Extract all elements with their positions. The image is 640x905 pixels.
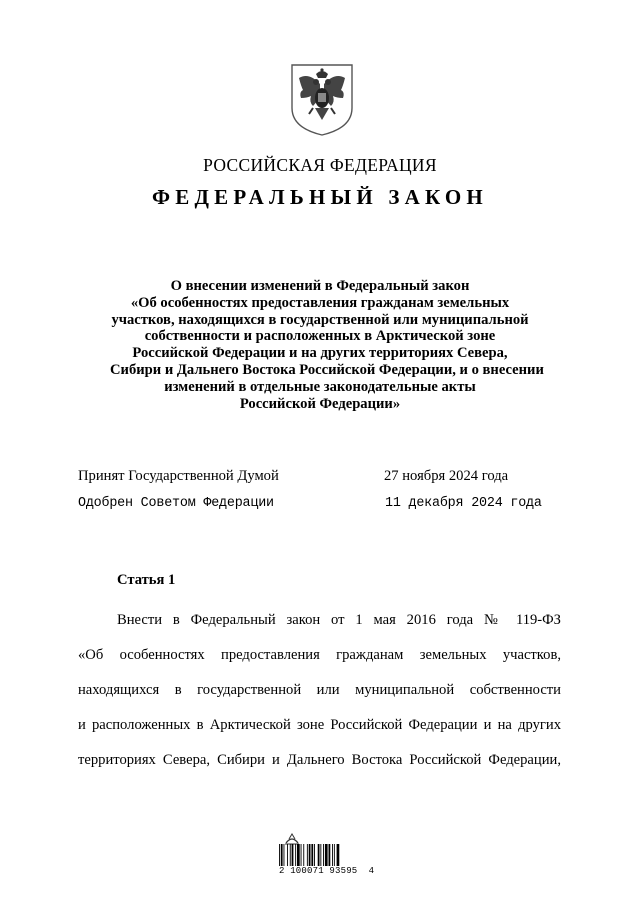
- barcode-number: 2 100071 93595 4: [279, 866, 375, 876]
- council-approval-label: Одобрен Советом Федерации: [78, 496, 274, 511]
- barcode-bar: [295, 844, 296, 866]
- barcode-bar: [301, 844, 302, 866]
- law-title: [110, 278, 544, 412]
- barcode-bar: [307, 844, 308, 866]
- law-title-line: О внесении изменений в Федеральный закон: [170, 278, 470, 294]
- barcode-bar: [329, 844, 331, 866]
- barcode-bar: [311, 844, 313, 866]
- barcode-bar: [290, 844, 291, 866]
- article-body-line: находящихся в государственной или муниципальной собственности: [78, 682, 561, 698]
- law-type-heading: ФЕДЕРАЛЬНЫЙ ЗАКОН: [152, 185, 488, 209]
- barcode-bar: [323, 844, 324, 866]
- article-body-line: Внести в Федеральный закон от 1 мая 2016 года № 119-ФЗ: [117, 612, 561, 628]
- russian-coat-of-arms-icon: [289, 62, 355, 138]
- barcode-bar: [292, 844, 294, 866]
- barcode-bar: [318, 844, 320, 866]
- barcode-bar: [287, 844, 288, 866]
- law-title-line: Российской Федерации и на других территориях Севера,: [132, 345, 508, 362]
- article-body-line: «Об особенностях предоставления гражданам земельных участков,: [78, 647, 561, 663]
- barcode: [279, 844, 361, 866]
- law-title-line: собственности и расположенных в Арктической зоне: [144, 328, 496, 345]
- law-title-line: «Об особенностях предоставления гражданам земельных: [130, 294, 510, 311]
- barcode-bar: [297, 844, 300, 866]
- barcode-bar: [332, 844, 333, 866]
- article-body-line: территориях Севера, Сибири и Дальнего Востока Российской Федерации,: [78, 752, 561, 768]
- law-title-line: изменений в отдельные законодательные акты: [164, 378, 476, 395]
- barcode-bar: [334, 844, 335, 866]
- barcode-bar: [284, 844, 285, 866]
- barcode-bar: [337, 844, 340, 866]
- barcode-bar: [309, 844, 311, 866]
- print-mark-icon: [284, 832, 300, 844]
- barcode-bar: [320, 844, 321, 866]
- barcode-bar: [303, 844, 304, 866]
- country-name: РОССИЙСКАЯ ФЕДЕРАЦИЯ: [203, 155, 437, 175]
- barcode-bar: [325, 844, 328, 866]
- article-heading: Статья 1: [117, 572, 176, 588]
- duma-adoption-date: 27 ноября 2024 года: [384, 468, 509, 484]
- duma-adoption-label: Принят Государственной Думой: [78, 468, 279, 484]
- barcode-bar: [281, 844, 283, 866]
- law-title-line: Российской Федерации»: [239, 395, 401, 412]
- law-title-line: Сибири и Дальнего Востока Российской Федерации, и о внесении: [110, 361, 544, 378]
- council-approval-date: 11 декабря 2024 года: [385, 496, 542, 511]
- barcode-bar: [279, 844, 280, 866]
- article-body: [78, 603, 561, 778]
- law-title-line: участков, находящихся в государственной или муниципальной: [111, 311, 529, 328]
- barcode-bar: [314, 844, 315, 866]
- article-body-line: и расположенных в Арктической зоне Российской Федерации и на других: [78, 717, 561, 733]
